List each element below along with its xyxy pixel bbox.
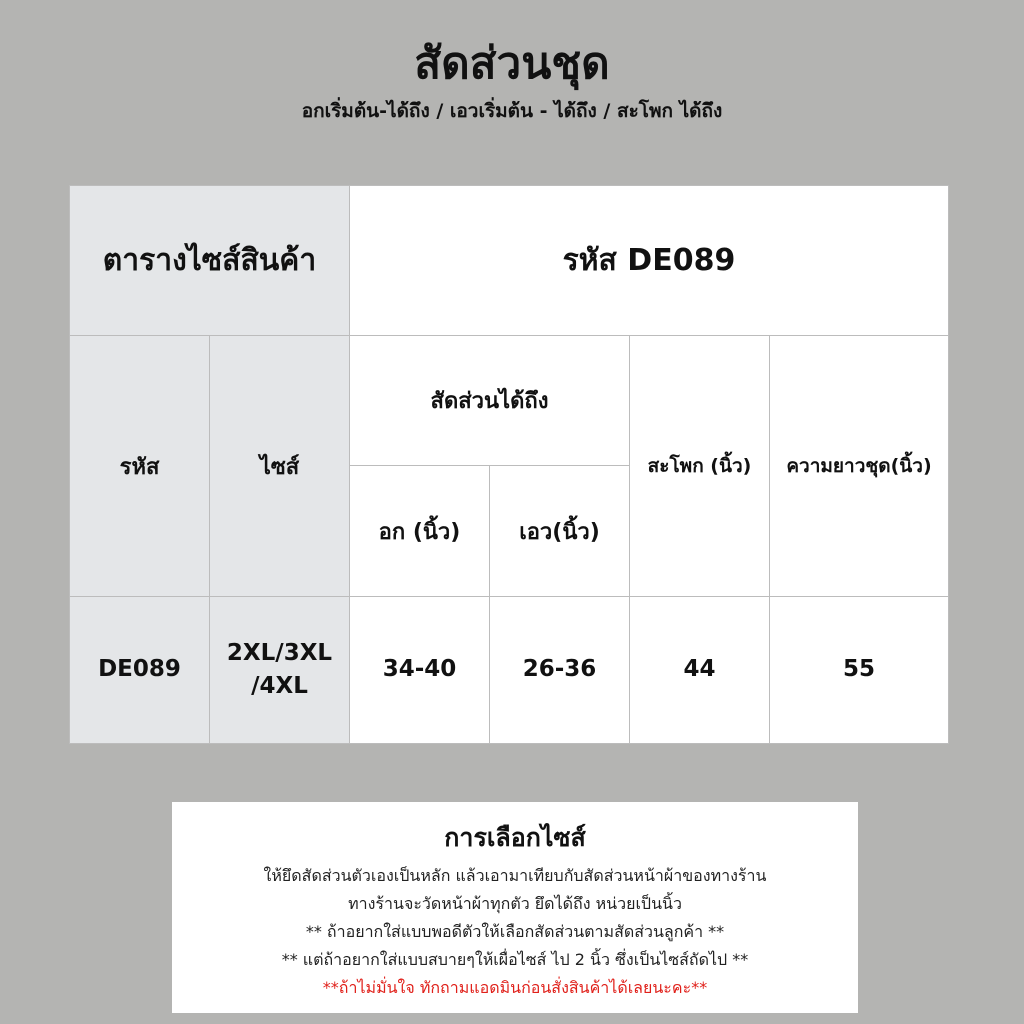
size-table-heading: ตารางไซส์สินค้า [69,185,350,336]
col-header-length: ความยาวชุด(นิ้ว) [769,335,949,597]
note-line: ** ถ้าอยากใส่แบบพอดีตัวให้เลือกสัดส่วนตามสัดส่วนลูกค้า ** [305,922,725,941]
note-line: ให้ยึดสัดส่วนตัวเองเป็นหลัก แล้วเอามาเทียบกับสัดส่วนหน้าผ้าของทางร้าน [263,866,767,885]
table-cell-waist: 26-36 [489,596,630,744]
col-header-hip: สะโพก (นิ้ว) [629,335,770,597]
col-header-size: ไซส์ [209,335,350,597]
table-cell-size: 2XL/3XL /4XL [209,596,350,744]
table-cell-hip: 44 [629,596,770,744]
note-warning: **ถ้าไม่มั่นใจ ทักถามแอดมินก่อนสั่งสินค้าได้เลยนะคะ** [322,978,708,997]
col-header-waist: เอว(นิ้ว) [489,465,630,597]
table-cell-code: DE089 [69,596,210,744]
note-title: การเลือกไซส์ [444,823,586,852]
note-line: ** แต่ถ้าอยากใส่แบบสบายๆให้เผื่อไซส์ ไป 2 นิ้ว ซึ่งเป็นไซส์ถัดไป ** [281,950,749,969]
product-code-heading: รหัส DE089 [349,185,949,336]
col-header-code: รหัส [69,335,210,597]
col-header-chest: อก (นิ้ว) [349,465,490,597]
size-table [69,185,949,744]
table-cell-chest: 34-40 [349,596,490,744]
size-guide-note [172,802,858,1013]
page-title: สัดส่วนชุด [414,38,610,89]
table-cell-length: 55 [769,596,949,744]
col-header-measurements: สัดส่วนได้ถึง [349,335,630,466]
page-subtitle: อกเริ่มต้น-ได้ถึง / เอวเริ่มต้น - ได้ถึง / สะโพก ได้ถึง [301,100,723,122]
note-line: ทางร้านจะวัดหน้าผ้าทุกตัว ยึดได้ถึง หน่วยเป็นนิ้ว [348,894,682,913]
